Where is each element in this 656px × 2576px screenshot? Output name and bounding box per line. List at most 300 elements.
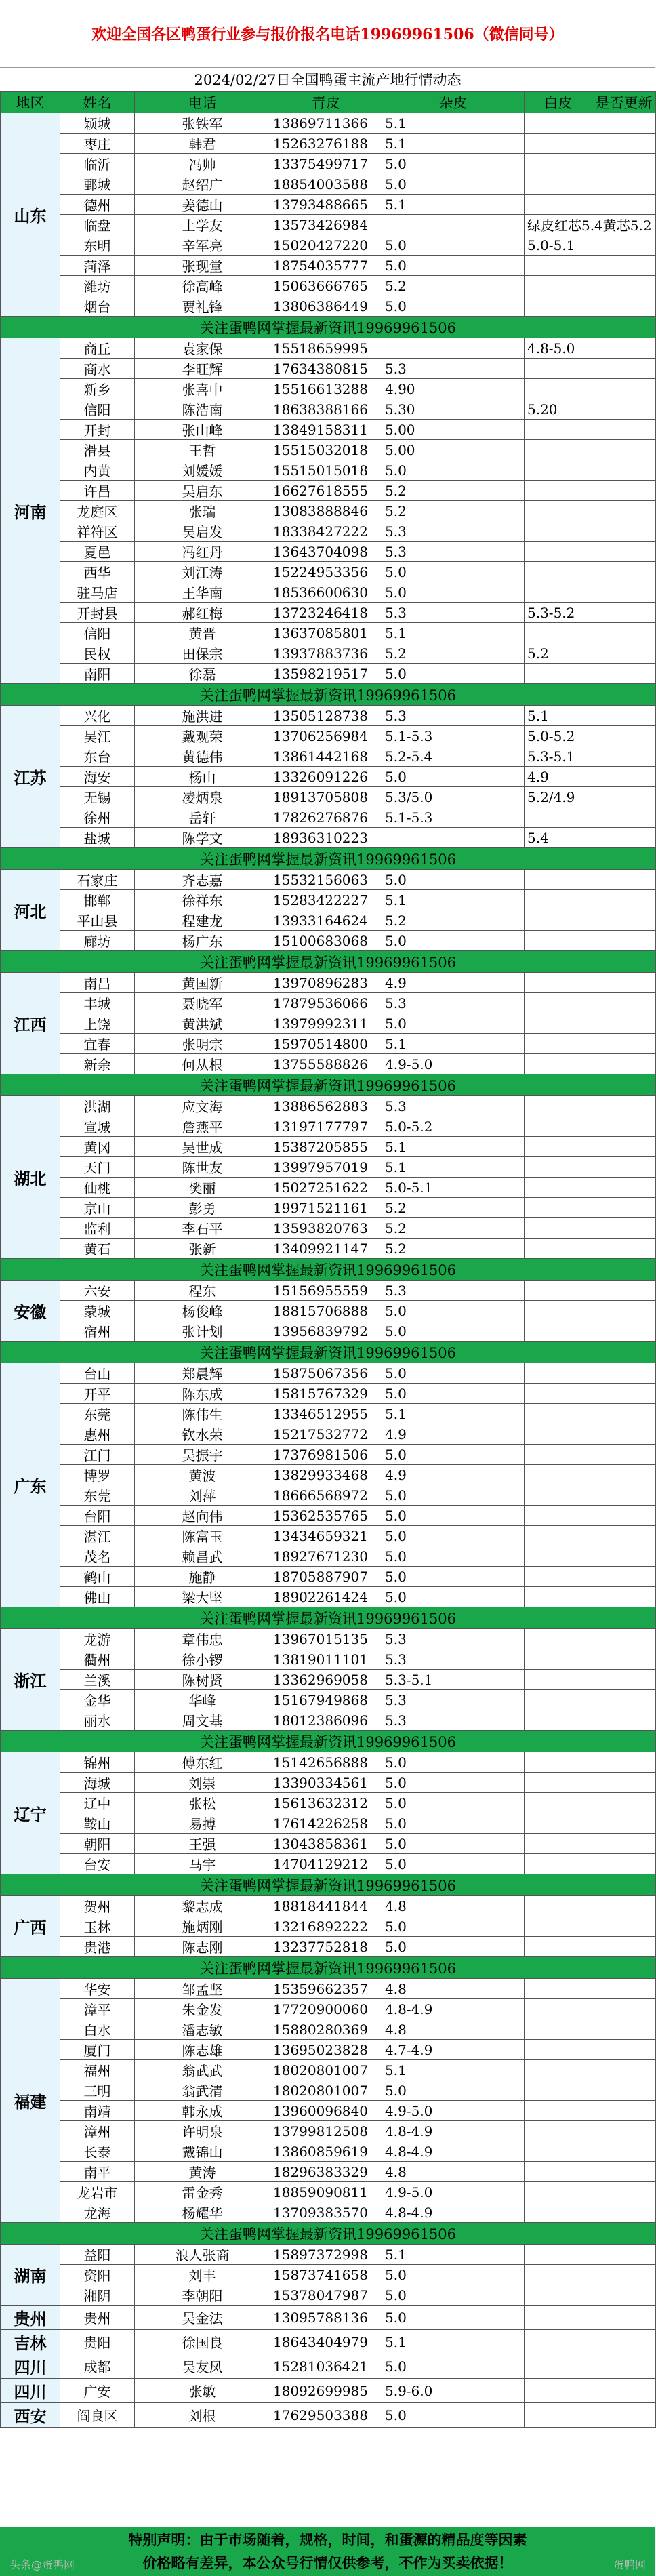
phone-cell: 15283422227 <box>270 890 382 910</box>
white-shell-price-cell <box>592 1587 656 1607</box>
mixed-shell-price-cell <box>525 562 592 582</box>
white-shell-price-cell <box>592 276 656 296</box>
city-cell: 祥符区 <box>60 521 135 542</box>
green-shell-price-cell: 5.3 <box>382 1281 525 1301</box>
contact-name-cell: 贾礼锋 <box>135 296 270 317</box>
city-cell: 蒙城 <box>60 1301 135 1321</box>
phone-cell: 13375499717 <box>270 154 382 174</box>
contact-name-cell: 赵向伟 <box>135 1506 270 1526</box>
phone-cell: 15263276188 <box>270 134 382 154</box>
white-shell-price-cell <box>592 113 656 134</box>
green-shell-price-cell: 5.0 <box>382 256 525 276</box>
contact-name-cell: 陈学文 <box>135 828 270 848</box>
white-shell-price-cell <box>592 807 656 828</box>
city-cell: 成都 <box>60 2354 135 2379</box>
white-shell-price-cell <box>592 2354 656 2379</box>
white-shell-price-cell <box>592 1096 656 1116</box>
mixed-shell-price-cell <box>525 1710 592 1731</box>
white-shell-price-cell <box>592 931 656 951</box>
mixed-shell-price-cell <box>525 1916 592 1937</box>
contact-name-cell: 赖昌武 <box>135 1546 270 1567</box>
phone-cell: 13573426984 <box>270 215 382 235</box>
contact-name-cell: 王华南 <box>135 582 270 603</box>
city-cell: 盐城 <box>60 828 135 848</box>
city-cell: 东明 <box>60 235 135 256</box>
mixed-shell-price-cell <box>525 1690 592 1710</box>
table-row <box>1 1690 656 1710</box>
white-shell-price-cell <box>592 828 656 848</box>
contact-name-cell: 郑晨辉 <box>135 1363 270 1384</box>
city-cell: 民权 <box>60 643 135 664</box>
mixed-shell-price-cell: 5.0-5.1 <box>525 235 592 256</box>
green-shell-price-cell: 5.0 <box>382 2354 525 2379</box>
green-shell-price-cell: 4.8 <box>382 2162 525 2182</box>
table-row <box>1 154 656 174</box>
table-row <box>1 931 656 951</box>
white-shell-price-cell <box>592 1424 656 1445</box>
mixed-shell-price-cell <box>525 1239 592 1259</box>
table-row <box>1 2121 656 2141</box>
phone-cell: 13829933468 <box>270 1465 382 1485</box>
table-row <box>1 1854 656 1874</box>
mixed-shell-price-cell <box>525 2060 592 2080</box>
table-row <box>1 460 656 481</box>
city-cell: 龙游 <box>60 1629 135 1649</box>
mixed-shell-price-cell <box>525 134 592 154</box>
phone-cell: 13326091226 <box>270 767 382 787</box>
white-shell-price-cell <box>592 2040 656 2060</box>
table-row <box>1 2019 656 2040</box>
city-cell: 龙岩市 <box>60 2182 135 2202</box>
mixed-shell-price-cell <box>525 2265 592 2285</box>
white-shell-price-cell <box>592 1137 656 1157</box>
phone-cell: 18705887907 <box>270 1567 382 1587</box>
white-shell-price-cell <box>592 154 656 174</box>
mixed-shell-price-cell <box>525 1404 592 1424</box>
contact-name-cell: 黄德伟 <box>135 746 270 767</box>
mixed-shell-price-cell <box>525 481 592 501</box>
white-shell-price-cell <box>592 1752 656 1773</box>
green-shell-price-cell: 5.1 <box>382 2245 525 2265</box>
mixed-shell-price-cell <box>525 296 592 317</box>
table-row <box>1 746 656 767</box>
contact-name-cell: 黄涛 <box>135 2162 270 2182</box>
phone-cell: 18927671230 <box>270 1546 382 1567</box>
white-shell-price-cell <box>592 1116 656 1137</box>
table-row <box>1 134 656 154</box>
table-row <box>1 1526 656 1546</box>
mixed-shell-price-cell: 4.9 <box>525 767 592 787</box>
table-row <box>1 807 656 828</box>
table-row <box>1 1178 656 1198</box>
price-table <box>0 91 656 2428</box>
white-shell-price-cell <box>592 1979 656 1999</box>
phone-cell: 15532156063 <box>270 870 382 890</box>
green-shell-price-cell: 5.0 <box>382 1773 525 1793</box>
mixed-shell-price-cell <box>525 807 592 828</box>
city-cell: 上饶 <box>60 1013 135 1034</box>
header-name: 姓名 <box>60 92 135 113</box>
green-shell-price-cell: 5.0 <box>382 1013 525 1034</box>
mixed-shell-price-cell <box>525 2330 592 2354</box>
contact-name-cell: 徐小锣 <box>135 1649 270 1670</box>
mixed-shell-price-cell <box>525 1999 592 2019</box>
phone-cell: 13095788136 <box>270 2306 382 2330</box>
contact-name-cell: 吴世成 <box>135 1137 270 1157</box>
phone-cell: 13362969058 <box>270 1670 382 1690</box>
contact-name-cell: 黄波 <box>135 1465 270 1485</box>
contact-name-cell: 凌炳泉 <box>135 787 270 807</box>
table-row <box>1 1773 656 1793</box>
green-shell-price-cell: 4.8 <box>382 1979 525 1999</box>
green-shell-price-cell: 5.30 <box>382 399 525 420</box>
contact-name-cell: 徐磊 <box>135 664 270 684</box>
green-shell-price-cell: 4.9-5.0 <box>382 2101 525 2121</box>
table-row <box>1 440 656 460</box>
city-cell: 玉林 <box>60 1916 135 1937</box>
table-row <box>1 1465 656 1485</box>
follow-banner-text: 关注蛋鸭网掌握最新资讯19969961506 <box>1 1259 656 1281</box>
city-cell: 湛江 <box>60 1526 135 1546</box>
mixed-shell-price-cell <box>525 1384 592 1404</box>
phone-cell: 18754035777 <box>270 256 382 276</box>
green-shell-price-cell: 5.3 <box>382 1690 525 1710</box>
white-shell-price-cell <box>592 2245 656 2265</box>
phone-cell: 18296383329 <box>270 2162 382 2182</box>
city-cell: 辽中 <box>60 1793 135 1813</box>
green-shell-price-cell: 5.0 <box>382 2265 525 2285</box>
mixed-shell-price-cell <box>525 174 592 195</box>
mixed-shell-price-cell <box>525 582 592 603</box>
table-row <box>1 113 656 134</box>
region-cell: 四川 <box>1 2354 60 2379</box>
table-row <box>1 359 656 379</box>
phone-cell: 15378047987 <box>270 2285 382 2306</box>
city-cell: 无锡 <box>60 787 135 807</box>
contact-name-cell: 张喜中 <box>135 379 270 399</box>
table-row <box>1 296 656 317</box>
region-cell: 四川 <box>1 2379 60 2403</box>
white-shell-price-cell <box>592 910 656 931</box>
city-cell: 仙桃 <box>60 1178 135 1198</box>
green-shell-price-cell: 5.1 <box>382 623 525 643</box>
mixed-shell-price-cell <box>525 1649 592 1670</box>
city-cell: 信阳 <box>60 399 135 420</box>
contact-name-cell: 黎志成 <box>135 1896 270 1916</box>
green-shell-price-cell: 5.0 <box>382 2306 525 2330</box>
mixed-shell-price-cell: 5.2/4.9 <box>525 787 592 807</box>
region-cell: 辽宁 <box>1 1752 60 1874</box>
table-row <box>1 2060 656 2080</box>
city-cell: 枣庄 <box>60 134 135 154</box>
header-white-shell: 白皮 <box>525 92 592 113</box>
city-cell: 石家庄 <box>60 870 135 890</box>
mixed-shell-price-cell <box>525 1567 592 1587</box>
contact-name-cell: 张铁军 <box>135 113 270 134</box>
white-shell-price-cell <box>592 1793 656 1813</box>
table-row <box>1 521 656 542</box>
contact-name-cell: 赵绍广 <box>135 174 270 195</box>
mixed-shell-price-cell <box>525 1813 592 1834</box>
mixed-shell-price-cell <box>525 1137 592 1157</box>
table-row <box>1 2403 656 2428</box>
table-row <box>1 787 656 807</box>
contact-name-cell: 聂晓军 <box>135 993 270 1013</box>
mixed-shell-price-cell <box>525 1054 592 1074</box>
phone-cell: 18666568972 <box>270 1485 382 1506</box>
follow-banner-row <box>1 1607 656 1629</box>
white-shell-price-cell <box>592 1198 656 1218</box>
white-shell-price-cell <box>592 787 656 807</box>
phone-cell: 15027251622 <box>270 1178 382 1198</box>
white-shell-price-cell <box>592 890 656 910</box>
city-cell: 福州 <box>60 2060 135 2080</box>
table-row <box>1 1363 656 1384</box>
city-cell: 南平 <box>60 2162 135 2182</box>
phone-cell: 15515015018 <box>270 460 382 481</box>
white-shell-price-cell <box>592 1937 656 1957</box>
phone-cell: 13216892222 <box>270 1916 382 1937</box>
region-cell: 江西 <box>1 973 60 1074</box>
white-shell-price-cell <box>592 603 656 623</box>
table-row <box>1 1546 656 1567</box>
table-row <box>1 973 656 993</box>
table-row <box>1 1384 656 1404</box>
contact-name-cell: 郝红梅 <box>135 603 270 623</box>
city-cell: 开封县 <box>60 603 135 623</box>
mixed-shell-price-cell <box>525 1198 592 1218</box>
table-row <box>1 1710 656 1731</box>
green-shell-price-cell: 5.0 <box>382 1485 525 1506</box>
white-shell-price-cell <box>592 2019 656 2040</box>
table-row <box>1 1587 656 1607</box>
phone-cell: 15518659995 <box>270 338 382 359</box>
white-shell-price-cell <box>592 521 656 542</box>
green-shell-price-cell <box>382 828 525 848</box>
city-cell: 潍坊 <box>60 276 135 296</box>
white-shell-price-cell <box>592 1281 656 1301</box>
follow-banner-text: 关注蛋鸭网掌握最新资讯19969961506 <box>1 317 656 338</box>
mixed-shell-price-cell <box>525 2202 592 2223</box>
white-shell-price-cell <box>592 1013 656 1034</box>
mixed-shell-price-cell: 5.0-5.2 <box>525 726 592 746</box>
white-shell-price-cell <box>592 2182 656 2202</box>
phone-cell: 15359662357 <box>270 1979 382 1999</box>
contact-name-cell: 章伟忠 <box>135 1629 270 1649</box>
contact-name-cell: 程建龙 <box>135 910 270 931</box>
phone-cell: 15516613288 <box>270 379 382 399</box>
phone-cell: 13806386449 <box>270 296 382 317</box>
phone-cell: 15880280369 <box>270 2019 382 2040</box>
table-row <box>1 828 656 848</box>
contact-name-cell: 邹孟坚 <box>135 1979 270 1999</box>
mixed-shell-price-cell <box>525 2245 592 2265</box>
region-cell: 浙江 <box>1 1629 60 1731</box>
city-cell: 台山 <box>60 1363 135 1384</box>
phone-cell: 15875067356 <box>270 1363 382 1384</box>
contact-name-cell: 陈树贤 <box>135 1670 270 1690</box>
green-shell-price-cell: 5.3 <box>382 1629 525 1649</box>
green-shell-price-cell: 5.1 <box>382 1034 525 1054</box>
mixed-shell-price-cell <box>525 2141 592 2162</box>
follow-banner-text: 关注蛋鸭网掌握最新资讯19969961506 <box>1 951 656 973</box>
phone-cell: 15362535765 <box>270 1506 382 1526</box>
table-row <box>1 2141 656 2162</box>
green-shell-price-cell: 4.8-4.9 <box>382 2141 525 2162</box>
green-shell-price-cell: 4.8-4.9 <box>382 2202 525 2223</box>
white-shell-price-cell <box>592 767 656 787</box>
table-header-row <box>1 92 656 113</box>
table-row <box>1 1793 656 1813</box>
white-shell-price-cell <box>592 460 656 481</box>
green-shell-price-cell: 5.3 <box>382 1649 525 1670</box>
mixed-shell-price-cell: 绿皮红芯5.4黄芯5.2 <box>525 215 592 235</box>
contact-name-cell: 彭勇 <box>135 1198 270 1218</box>
mixed-shell-price-cell <box>525 1854 592 1874</box>
white-shell-price-cell <box>592 562 656 582</box>
city-cell: 鄄城 <box>60 174 135 195</box>
mixed-shell-price-cell <box>525 890 592 910</box>
white-shell-price-cell <box>592 296 656 317</box>
mixed-shell-price-cell <box>525 1506 592 1526</box>
table-row <box>1 1034 656 1054</box>
mixed-shell-price-cell <box>525 1465 592 1485</box>
table-row <box>1 1198 656 1218</box>
mixed-shell-price-cell <box>525 623 592 643</box>
mixed-shell-price-cell <box>525 521 592 542</box>
mixed-shell-price-cell <box>525 2379 592 2403</box>
follow-banner-row <box>1 1074 656 1096</box>
region-cell: 湖南 <box>1 2245 60 2306</box>
follow-banner-row <box>1 1874 656 1896</box>
table-row <box>1 2285 656 2306</box>
green-shell-price-cell: 5.0 <box>382 460 525 481</box>
mixed-shell-price-cell: 4.8-5.0 <box>525 338 592 359</box>
phone-cell: 18854003588 <box>270 174 382 195</box>
region-cell: 山东 <box>1 113 60 317</box>
table-row <box>1 1054 656 1074</box>
white-shell-price-cell <box>592 1690 656 1710</box>
city-cell: 商丘 <box>60 338 135 359</box>
contact-name-cell: 翁武清 <box>135 2080 270 2101</box>
table-row <box>1 1281 656 1301</box>
city-cell: 宿州 <box>60 1321 135 1342</box>
white-shell-price-cell <box>592 1157 656 1178</box>
white-shell-price-cell <box>592 1773 656 1793</box>
table-row <box>1 1567 656 1587</box>
white-shell-price-cell <box>592 2265 656 2285</box>
contact-name-cell: 陈志雄 <box>135 2040 270 2060</box>
table-row <box>1 1670 656 1690</box>
contact-name-cell: 袁家保 <box>135 338 270 359</box>
green-shell-price-cell: 5.0 <box>382 154 525 174</box>
city-cell: 平山县 <box>60 910 135 931</box>
mixed-shell-price-cell <box>525 1116 592 1137</box>
green-shell-price-cell: 5.0 <box>382 870 525 890</box>
green-shell-price-cell: 4.9 <box>382 1424 525 1445</box>
mixed-shell-price-cell <box>525 870 592 890</box>
white-shell-price-cell <box>592 338 656 359</box>
table-row <box>1 1157 656 1178</box>
region-cell: 福建 <box>1 1979 60 2223</box>
white-shell-price-cell <box>592 379 656 399</box>
mixed-shell-price-cell: 5.20 <box>525 399 592 420</box>
white-shell-price-cell <box>592 359 656 379</box>
follow-banner-row <box>1 1259 656 1281</box>
table-row <box>1 2379 656 2403</box>
follow-banner-row <box>1 684 656 706</box>
table-row <box>1 276 656 296</box>
contact-name-cell: 易搏 <box>135 1813 270 1834</box>
contact-name-cell: 詹燕平 <box>135 1116 270 1137</box>
phone-cell: 13706256984 <box>270 726 382 746</box>
white-shell-price-cell <box>592 1321 656 1342</box>
table-row <box>1 2162 656 2182</box>
white-shell-price-cell <box>592 1629 656 1649</box>
mixed-shell-price-cell <box>525 195 592 215</box>
contact-name-cell: 钦水荣 <box>135 1424 270 1445</box>
phone-cell: 18859090811 <box>270 2182 382 2202</box>
white-shell-price-cell <box>592 1218 656 1239</box>
contact-name-cell: 潘志敏 <box>135 2019 270 2040</box>
white-shell-price-cell <box>592 1363 656 1384</box>
city-cell: 龙海 <box>60 2202 135 2223</box>
mixed-shell-price-cell <box>525 1670 592 1690</box>
green-shell-price-cell: 5.1 <box>382 1157 525 1178</box>
contact-name-cell: 施洪进 <box>135 706 270 726</box>
green-shell-price-cell: 5.3 <box>382 359 525 379</box>
city-cell: 丰城 <box>60 993 135 1013</box>
contact-name-cell: 张新 <box>135 1239 270 1259</box>
table-row <box>1 1485 656 1506</box>
white-shell-price-cell <box>592 1916 656 1937</box>
mixed-shell-price-cell <box>525 420 592 440</box>
phone-cell: 15970514800 <box>270 1034 382 1054</box>
phone-cell: 15897372998 <box>270 2245 382 2265</box>
green-shell-price-cell: 5.3 <box>382 1710 525 1731</box>
city-cell: 黄石 <box>60 1239 135 1259</box>
contact-name-cell: 张松 <box>135 1793 270 1813</box>
green-shell-price-cell: 5.0 <box>382 1752 525 1773</box>
mixed-shell-price-cell <box>525 1526 592 1546</box>
mixed-shell-price-cell <box>525 931 592 951</box>
mixed-shell-price-cell <box>525 1363 592 1384</box>
phone-cell: 17720900060 <box>270 1999 382 2019</box>
follow-banner-text: 关注蛋鸭网掌握最新资讯19969961506 <box>1 1874 656 1896</box>
city-cell: 临沂 <box>60 154 135 174</box>
white-shell-price-cell <box>592 746 656 767</box>
city-cell: 长泰 <box>60 2141 135 2162</box>
white-shell-price-cell <box>592 1813 656 1834</box>
region-cell: 广东 <box>1 1363 60 1607</box>
mixed-shell-price-cell <box>525 1629 592 1649</box>
contact-name-cell: 陈伟生 <box>135 1404 270 1424</box>
city-cell: 洪湖 <box>60 1096 135 1116</box>
phone-cell: 13937883736 <box>270 643 382 664</box>
white-shell-price-cell <box>592 706 656 726</box>
green-shell-price-cell: 5.0 <box>382 1834 525 1854</box>
table-row <box>1 2101 656 2121</box>
green-shell-price-cell: 5.3 <box>382 521 525 542</box>
green-shell-price-cell: 5.1-5.3 <box>382 726 525 746</box>
phone-cell: 17614226258 <box>270 1813 382 1834</box>
header-updated: 是否更新 <box>592 92 656 113</box>
white-shell-price-cell <box>592 623 656 643</box>
table-row <box>1 2354 656 2379</box>
contact-name-cell: 冯帅 <box>135 154 270 174</box>
follow-banner-row <box>1 1957 656 1979</box>
white-shell-price-cell <box>592 1384 656 1404</box>
